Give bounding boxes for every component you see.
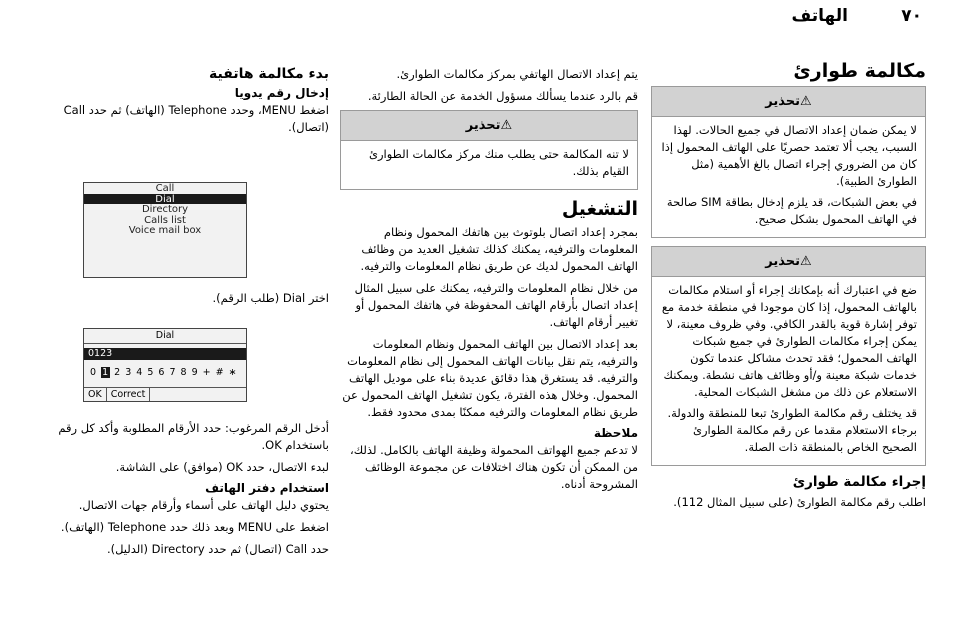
paragraph: يحتوي دليل الهاتف على أسماء وأرقام جهات الاتصال. [78,498,329,512]
warning-header [341,111,637,141]
warning-icon: ⚠ [500,118,513,133]
paragraph: اختر Dial (طلب الرقم). [212,291,329,305]
warning-icon: ⚠ [800,94,812,109]
screen-dial [83,328,247,402]
soft-keys [84,387,246,401]
page-number: ٧٠ [901,6,922,26]
key-selected[interactable]: 1 [102,367,110,378]
warning-label: تحذير [765,254,801,269]
menu-item[interactable]: Directory [141,204,189,216]
warning-box-2 [651,246,926,466]
warning-box-1 [651,86,926,238]
warning-box-3 [340,110,638,190]
menu-item[interactable]: Voice mail box [128,225,202,237]
subheading-manual-entry: إدخال رقم يدويا [234,86,329,100]
subheading-make-emergency-call: إجراء مكالمة طوارئ [792,474,926,490]
subheading-phonebook: استخدام دفتر الهاتف [205,481,329,495]
middle-column [340,66,638,498]
ok-softkey[interactable]: OK [84,388,107,401]
paragraph: قم بالرد عندما يسألك مسؤول الخدمة عن الحالة الطارئة. [367,89,638,103]
dial-entry-field[interactable]: 0123 [84,348,246,360]
note-heading: ملاحظة [593,426,638,440]
key-digits[interactable]: 2 3 4 5 6 7 8 9 + # ∗ [114,367,238,378]
warning-header [652,247,925,277]
key-digit[interactable]: 0 [90,367,98,378]
note-text: لا تدعم جميع الهواتف المحمولة وظيفة الهاتف بالكامل. لذلك، من الممكن أن تكون هناك اختلافات عن مجموعة الوظائف المشروحة أدناه. [350,443,638,491]
paragraph: أدخل الرقم المرغوب: حدد الأرقام المطلوبة وأكد كل رقم باستخدام OK. [58,421,329,452]
paragraph: من خلال نظام المعلومات والترفيه، يمكنك على سبيل المثال إعداد اتصال بأرقام الهاتف المحفوظة في هاتفك المحمول أو تغيير أرقام الهاتف. [354,281,638,329]
paragraph: اطلب رقم مكالمة الطوارئ (على سبيل المثال 112). [673,495,926,509]
page-header-title: الهاتف [791,6,848,26]
section-title-operation: التشغيل [561,198,638,220]
paragraph: يتم إعداد الاتصال الهاتفي بمركز مكالمات الطوارئ. [396,67,638,81]
warning-text: في بعض الشبكات، قد يلزم إدخال بطاقة SIM صالحة في الهاتف المحمول بشكل صحيح. [666,195,917,226]
warning-label: تحذير [765,94,801,109]
paragraph: اضغط MENU، وحدد Telephone (الهاتف) ثم حدد Call (اتصال). [63,103,329,134]
paragraph: لبدء الاتصال، حدد OK (موافق) على الشاشة. [115,460,329,474]
warning-text: لا تنه المكالمة حتى يطلب منك مركز مكالمات الطوارئ القيام بذلك. [368,147,629,178]
menu-item[interactable]: Call [155,183,175,194]
paragraph: بعد إعداد الاتصال بين الهاتف المحمول ونظام المعلومات والترفيه، يتم نقل بيانات الهاتف المحمول إلى نظام المعلومات والترفيه. قد يستغرق هذا دقائق عديدة بناء على موديل الهاتف المحمول. وخلال هذه الفترة، يكون تشغيل الهاتف المحمول عن طريق نظام المعلومات والترفيه ممكنًا بمدى محدود فقط. [342,337,638,419]
section-title-start-call: بدء مكالمة هاتفية [209,66,329,82]
right-column [651,60,926,516]
menu-item[interactable]: Calls list [144,214,186,226]
warning-header [652,87,925,117]
section-title-emergency: مكالمة طوارئ [793,60,926,82]
warning-label: تحذير [465,118,501,133]
paragraph: حدد Call (اتصال) ثم حدد Directory (الدليل). [106,542,329,556]
screen-title: Dial [84,329,246,344]
warning-icon: ⚠ [800,254,812,269]
menu-item-selected[interactable]: Dial [84,194,246,205]
paragraph: اضغط على MENU وبعد ذلك حدد Telephone (الهاتف). [60,520,329,534]
correct-softkey[interactable]: Correct [107,388,151,401]
dial-keypad-row[interactable] [84,365,246,381]
paragraph: بمجرد إعداد اتصال بلوتوث بين هاتفك المحمول ونظام المعلومات والترفيه، يمكنك كذلك تشغيل العديد من وظائف الهاتف المحمول لديك عن طريق نظام المعلومات والترفيه. [360,225,638,273]
warning-text: ضع في اعتبارك أنه بإمكانك إجراء أو استلام مكالمات بالهاتف المحمول، إذا كان موجودا في منطقة خدمة مع توفر إشارة قوية بالقدر الكافي. وفي ظروف معينة، لا يمكن إجراء مكالمات الطوارئ في جميع شبكات الهاتف المحمول؛ فقد تحدث مشاكل عندما تكون خدمات شبكة معينة و/أو وظائف هاتف نشطة. ويمكنك الاستعلام عن ذلك من مشغل الشبكات المحلية. [661,283,917,399]
warning-text: قد يختلف رقم مكالمة الطوارئ تبعا للمنطقة والدولة. برجاء الاستعلام مقدما عن رقم مكالمة الطوارئ الصحيح الخاص بالمنطقة ذات الصلة. [667,406,917,454]
screen-call-menu [83,182,247,278]
warning-text: لا يمكن ضمان إعداد الاتصال في جميع الحالات. لهذا السبب، يجب ألا تعتمد حصريًا على الهاتف المحمول إذا كان من الضروري إجراء اتصال بالغ الأهمية (مثل الطوارئ الطبية). [661,123,917,188]
left-column [32,60,329,141]
